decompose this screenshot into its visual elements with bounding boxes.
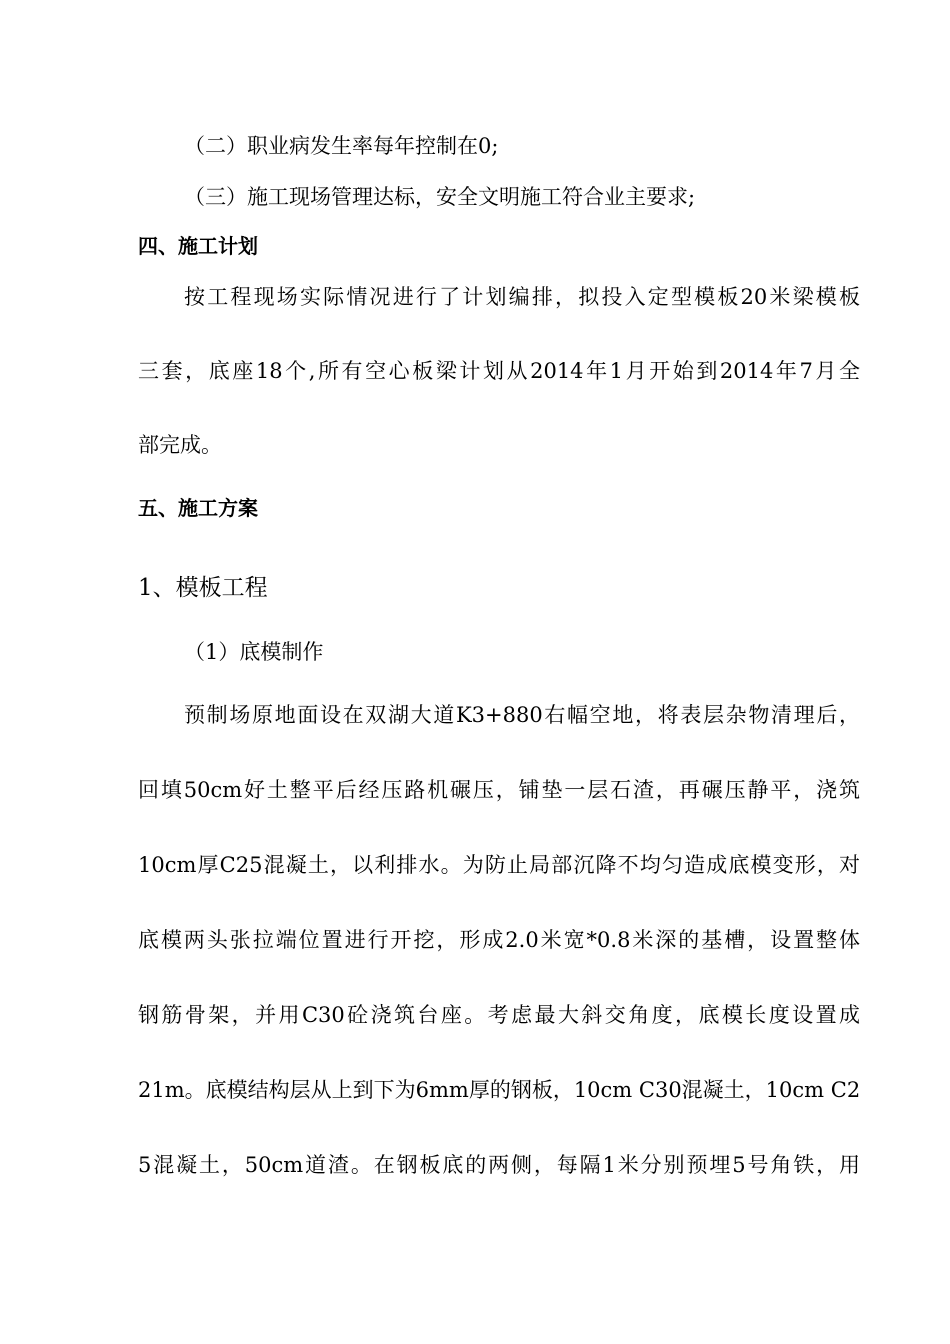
paragraph-line: 底模两头张拉端位置进行开挖，形成2.0米宽*0.8米深的基槽，设置整体 [138,928,860,952]
paragraph-line: 部完成。 [138,433,222,457]
paragraph-line: 21m。底模结构层从上到下为6mm厚的钢板，10cm C30混凝土，10cm C2 [138,1078,860,1102]
paragraph-line: 预制场原地面设在双湖大道K3+880右幅空地，将表层杂物清理后， [184,703,860,727]
paragraph-line: 5混凝土，50cm道渣。在钢板底的两侧，每隔1米分别预埋5号角铁，用 [138,1153,860,1177]
paragraph-line: （三）施工现场管理达标，安全文明施工符合业主要求; [184,185,696,209]
paragraph-line: 钢筋骨架，并用C30砼浇筑台座。考虑最大斜交角度，底模长度设置成 [138,1003,860,1027]
paragraph-line: 回填50cm好土整平后经压路机碾压，铺垫一层石渣，再碾压静平，浇筑 [138,778,860,802]
paragraph-line: 10cm厚C25混凝土，以利排水。为防止局部沉降不均匀造成底模变形，对 [138,853,860,877]
subsection-heading: 1、模板工程 [138,575,268,601]
section-heading: 四、施工计划 [138,234,258,258]
paragraph-line: （二）职业病发生率每年控制在0; [184,134,499,158]
subsection-item: （1）底模制作 [184,640,324,664]
paragraph-line: 三套，底座18个,所有空心板梁计划从2014年1月开始到2014年7月全 [138,359,860,383]
section-heading: 五、施工方案 [138,496,258,520]
paragraph-line: 按工程现场实际情况进行了计划编排，拟投入定型模板20米梁模板 [184,285,860,309]
